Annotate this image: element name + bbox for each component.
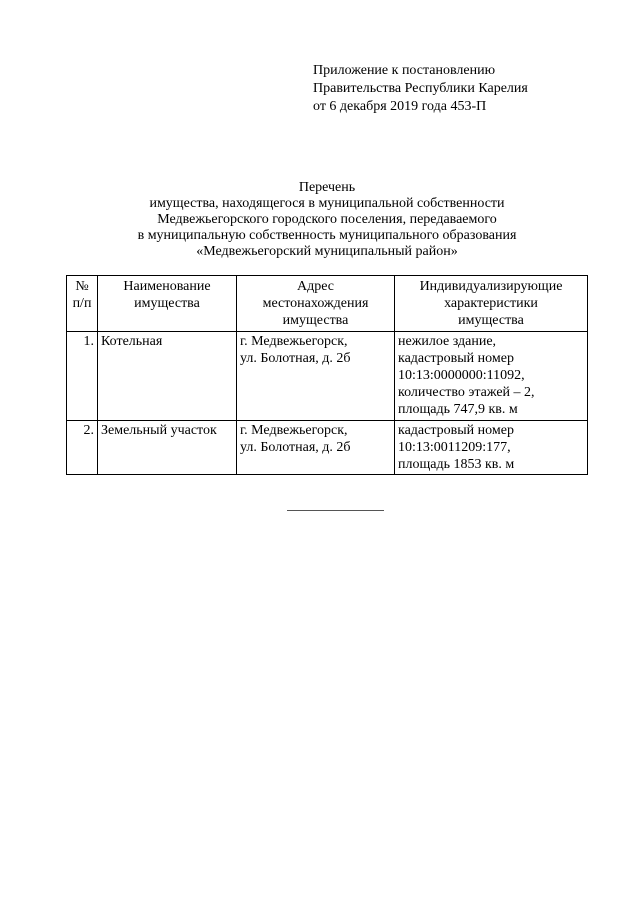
address-line: г. Медвежьегорск, <box>240 423 348 438</box>
address-line: г. Медвежьегорск, <box>240 334 348 349</box>
appendix-line-2: Правительства Республики Карелия <box>313 81 528 96</box>
property-table <box>66 275 588 475</box>
row-address <box>237 421 395 475</box>
header-address-line: местонахождения <box>262 296 369 311</box>
row-name: Котельная <box>98 332 237 421</box>
row-name: Земельный участок <box>98 421 237 475</box>
address-line: ул. Болотная, д. 2б <box>240 440 351 455</box>
header-address-line: имущества <box>282 313 349 328</box>
title-line-3: в муниципальную собственность муниципального образования <box>137 228 517 243</box>
row-address <box>237 332 395 421</box>
characteristics-line: количество этажей – 2, <box>398 385 535 400</box>
table-row <box>67 421 588 475</box>
address-line: ул. Болотная, д. 2б <box>240 351 351 366</box>
title-heading: Перечень <box>298 180 356 195</box>
characteristics-line: площадь 747,9 кв. м <box>398 402 518 417</box>
header-name-line: имущества <box>134 296 200 311</box>
title-line-2: Медвежьегорского городского поселения, передаваемого <box>157 212 497 227</box>
characteristics-line: площадь 1853 кв. м <box>398 457 515 472</box>
document-title <box>66 180 588 260</box>
characteristics-line: нежилое здание, <box>398 334 497 349</box>
header-num-line: № <box>75 279 89 294</box>
header-name-line: Наименование <box>123 279 211 294</box>
appendix-line-1: Приложение к постановлению <box>313 63 496 78</box>
row-characteristics <box>395 332 588 421</box>
row-num: 1. <box>67 332 98 421</box>
characteristics-line: кадастровый номер <box>398 351 514 366</box>
header-characteristics-line: характеристики <box>444 296 538 311</box>
appendix-reference <box>313 62 528 116</box>
title-line-1: имущества, находящегося в муниципальной собственности <box>149 196 505 211</box>
table-header-row <box>67 276 588 332</box>
header-name <box>98 276 237 332</box>
header-characteristics <box>395 276 588 332</box>
title-line-4: «Медвежьегорский муниципальный район» <box>196 244 458 259</box>
characteristics-line: кадастровый номер <box>398 423 514 438</box>
characteristics-line: 10:13:0000000:11092, <box>398 368 525 383</box>
header-characteristics-line: имущества <box>458 313 524 328</box>
row-characteristics <box>395 421 588 475</box>
header-num <box>67 276 98 332</box>
appendix-line-3: от 6 декабря 2019 года 453-П <box>313 99 487 114</box>
header-address <box>237 276 395 332</box>
characteristics-line: 10:13:0011209:177, <box>398 440 511 455</box>
header-characteristics-line: Индивидуализирующие <box>419 279 563 294</box>
end-separator-line <box>287 510 384 511</box>
header-num-line: п/п <box>72 296 92 311</box>
table-row <box>67 332 588 421</box>
row-num: 2. <box>67 421 98 475</box>
header-address-line: Адрес <box>296 279 334 294</box>
